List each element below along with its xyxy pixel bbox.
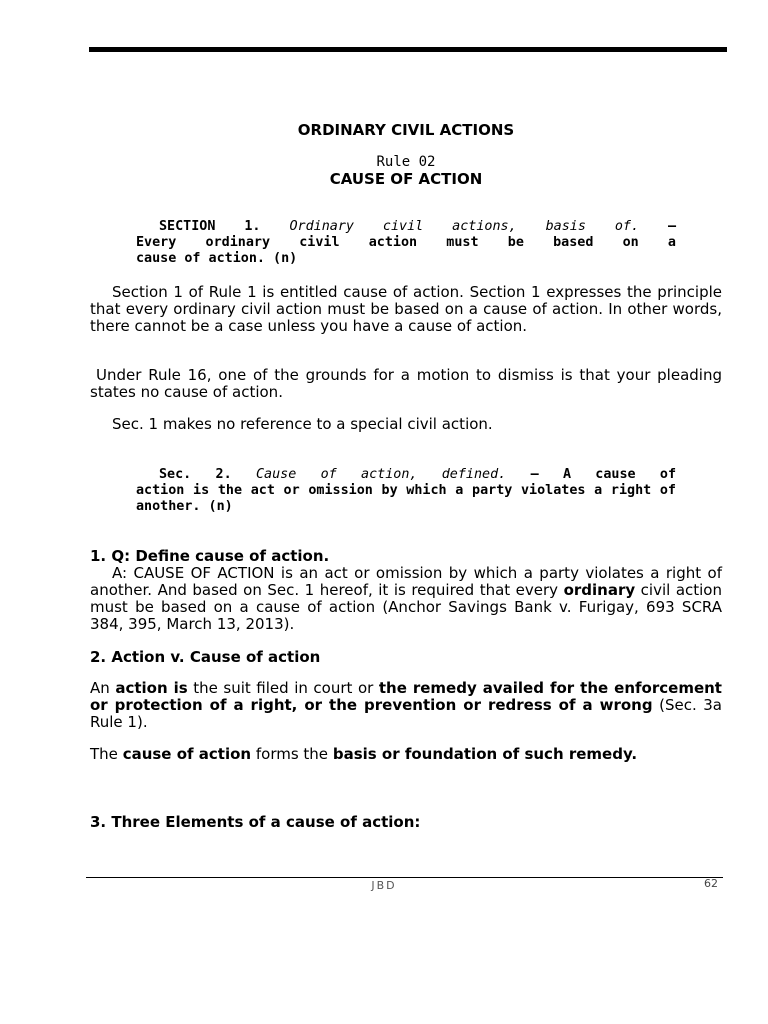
rule-title: CAUSE OF ACTION bbox=[329, 170, 483, 188]
q1-answer bbox=[90, 565, 722, 633]
footer-rule bbox=[86, 877, 723, 878]
section-1-text-first: Every ordinary civil action must be based on a bbox=[136, 235, 676, 250]
section-1-provision bbox=[136, 219, 676, 267]
q2-p1-e: (Sec. 3a Rule 1). bbox=[90, 696, 722, 731]
q2-p1-b: action is bbox=[115, 679, 188, 697]
section-2-text-rest: action is the act or omission by which a party violates a right of another. (n) bbox=[136, 483, 676, 514]
section-2-caption: Cause of action, defined. bbox=[255, 467, 507, 482]
q2-paragraph-cause bbox=[90, 746, 722, 763]
q2-p1-a: An bbox=[90, 679, 110, 697]
section-1-caption: Ordinary civil actions, basis of. bbox=[289, 219, 640, 234]
q2-p2-a: The bbox=[90, 745, 118, 763]
section-2-text-first: A cause of bbox=[562, 467, 677, 482]
section-2-dash: – bbox=[530, 467, 539, 482]
q1-answer-part-a: A: CAUSE OF ACTION is an act or omission by which a party violates a right of another. And based on Sec. 1 hereof, it is required that every bbox=[90, 564, 722, 599]
footer-initials: JBD bbox=[371, 879, 397, 892]
q2-p1-c: the suit filed in court or bbox=[193, 679, 374, 697]
q2-p2-c: forms the bbox=[255, 745, 329, 763]
section-2-label: Sec. 2. bbox=[159, 467, 232, 482]
q2-p1-d: the remedy availed for the enforcement or protection of a right, or the prevention or redress of a wrong bbox=[90, 679, 722, 714]
section-2-provision bbox=[136, 467, 676, 515]
chapter-title: ORDINARY CIVIL ACTIONS bbox=[297, 121, 515, 139]
q2-paragraph-action bbox=[90, 680, 722, 731]
q1-answer-bold: ordinary bbox=[563, 581, 636, 599]
paragraph-rule16: Under Rule 16, one of the grounds for a motion to dismiss is that your pleading states no cause of action. bbox=[90, 366, 722, 401]
section-1-label: SECTION 1. bbox=[159, 219, 261, 234]
q1-heading: 1. Q: Define cause of action. bbox=[90, 547, 330, 565]
rule-number: Rule 02 bbox=[376, 154, 436, 170]
section-1-text-rest: cause of action. (n) bbox=[136, 251, 298, 266]
q2-p2-b: cause of action bbox=[122, 745, 252, 763]
section-1-dash: – bbox=[667, 219, 677, 234]
paragraph-special-civil-action: Sec. 1 makes no reference to a special civil action. bbox=[112, 415, 493, 433]
page-number: 62 bbox=[704, 877, 718, 890]
q3-heading: 3. Three Elements of a cause of action: bbox=[90, 813, 421, 831]
top-rule bbox=[89, 47, 727, 52]
q2-heading: 2. Action v. Cause of action bbox=[90, 648, 321, 666]
q2-p2-d: basis or foundation of such remedy. bbox=[332, 745, 638, 763]
q1-answer-part-b: civil action must be based on a cause of action (Anchor Savings Bank v. Furigay, 693 SCRA 384, 395, March 13, 2013). bbox=[90, 581, 722, 633]
paragraph-rule1-explanation: Section 1 of Rule 1 is entitled cause of action. Section 1 expresses the principle that every ordinary civil action must be based on a cause of action. In other words, there cannot be a case unless you have a cause of action. bbox=[90, 283, 722, 335]
